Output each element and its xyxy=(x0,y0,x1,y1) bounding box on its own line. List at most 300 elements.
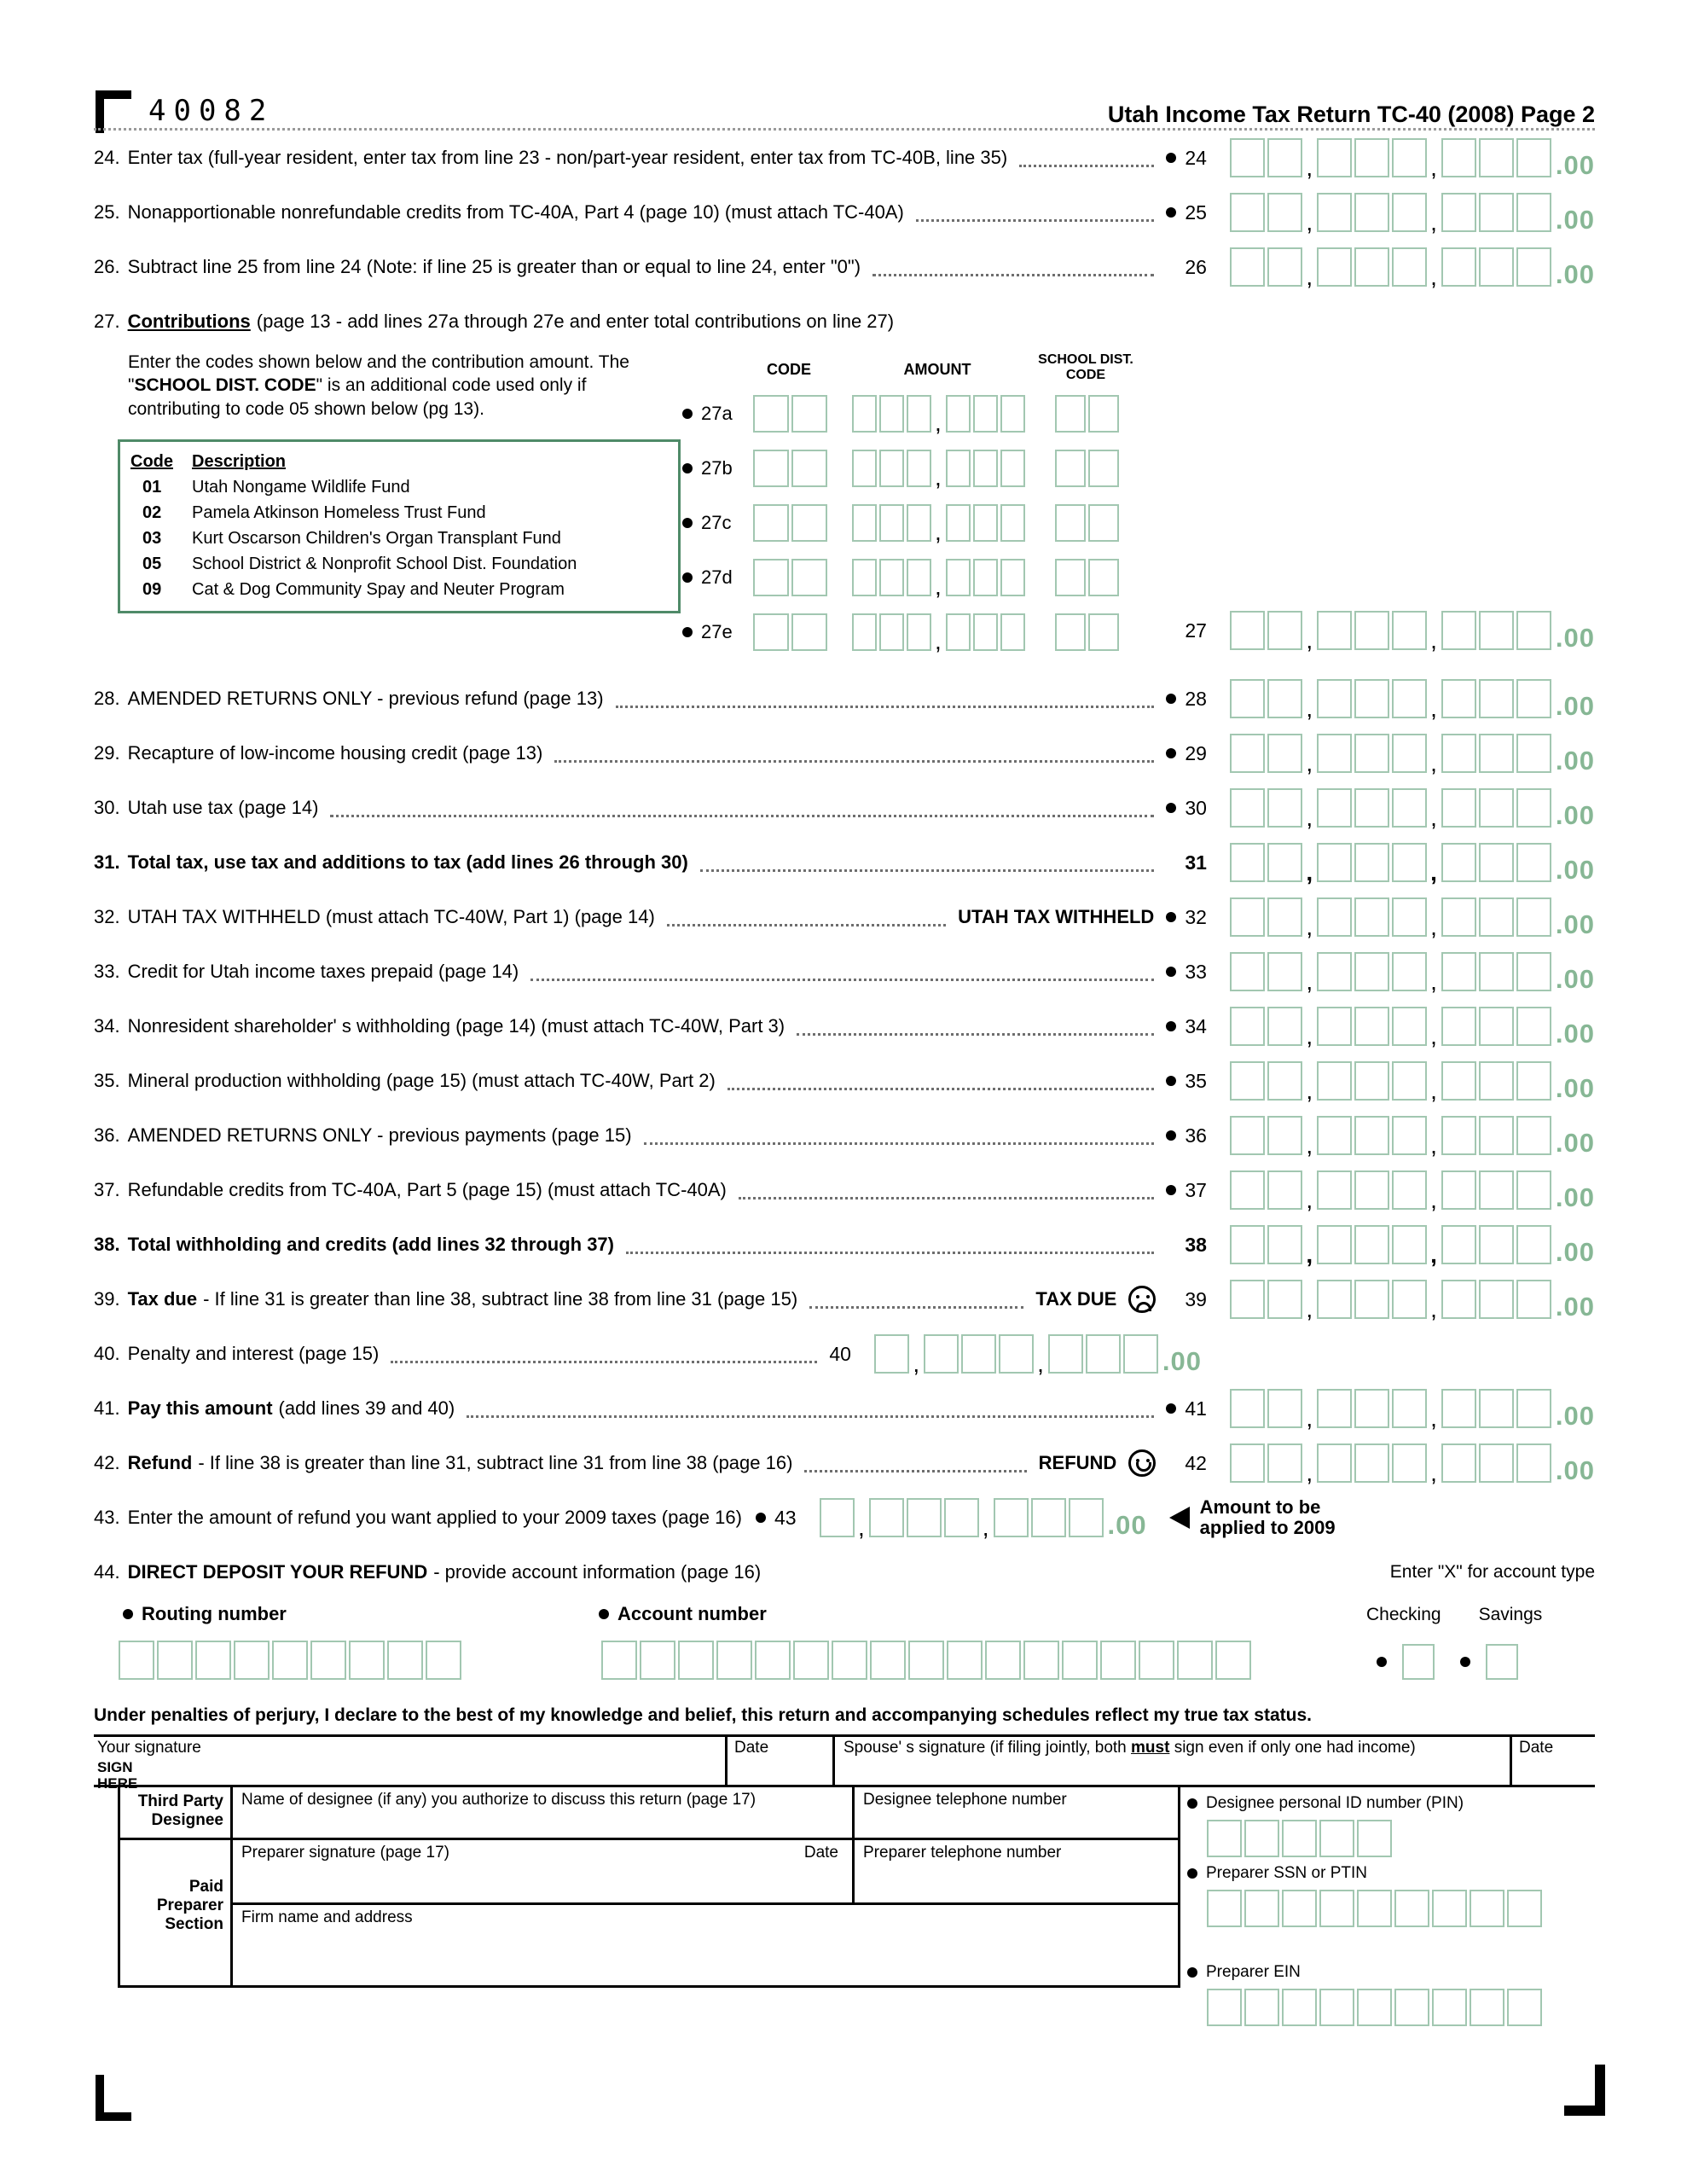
digit-box[interactable] xyxy=(907,450,931,487)
line-ref: 33 xyxy=(1185,960,1207,983)
digit-box[interactable] xyxy=(1123,1334,1158,1374)
digit-box[interactable] xyxy=(1230,734,1265,773)
digit-box[interactable] xyxy=(879,504,904,542)
digit-box[interactable] xyxy=(1230,193,1265,232)
digit-box[interactable] xyxy=(1354,734,1389,773)
digit-box[interactable] xyxy=(1267,897,1302,937)
digit-box[interactable] xyxy=(1317,679,1352,718)
digit-box[interactable] xyxy=(1357,1989,1392,2026)
digit-box[interactable] xyxy=(1055,395,1086,433)
digit-box[interactable] xyxy=(1516,611,1551,650)
digit-box[interactable] xyxy=(1215,1641,1251,1680)
digit-box[interactable] xyxy=(1267,247,1302,287)
digit-box[interactable] xyxy=(1317,1116,1352,1155)
digit-box[interactable] xyxy=(234,1641,270,1680)
digit-box[interactable] xyxy=(1441,1443,1476,1483)
digit-box[interactable] xyxy=(1392,1443,1427,1483)
digit-box[interactable] xyxy=(1354,1389,1389,1428)
digit-box[interactable] xyxy=(1088,395,1119,433)
digit-box[interactable] xyxy=(852,450,877,487)
digit-box[interactable] xyxy=(1479,247,1514,287)
digit-box[interactable] xyxy=(1441,138,1476,177)
line-label xyxy=(94,1070,716,1092)
digit-box[interactable] xyxy=(1139,1641,1174,1680)
digit-box[interactable] xyxy=(1516,1389,1551,1428)
digit-box[interactable] xyxy=(832,1641,867,1680)
digit-box[interactable] xyxy=(1230,1061,1265,1101)
digit-box[interactable] xyxy=(1507,1989,1542,2026)
digit-box[interactable] xyxy=(1267,611,1302,650)
digit-box[interactable] xyxy=(1354,247,1389,287)
digit-box[interactable] xyxy=(272,1641,308,1680)
digit-box[interactable] xyxy=(1516,1280,1551,1319)
digit-box[interactable] xyxy=(1392,1061,1427,1101)
digit-box[interactable] xyxy=(1479,138,1514,177)
digit-box[interactable] xyxy=(1392,138,1427,177)
digit-box[interactable] xyxy=(1479,1280,1514,1319)
digit-box[interactable] xyxy=(1267,1170,1302,1210)
digit-box[interactable] xyxy=(1230,843,1265,882)
comma-separator: , xyxy=(1037,1350,1044,1378)
digit-box[interactable] xyxy=(946,395,971,433)
preparer-signature-label: Preparer signature (page 17) xyxy=(241,1844,449,1862)
digit-box[interactable] xyxy=(1441,611,1476,650)
digit-box[interactable] xyxy=(753,559,789,596)
digit-box[interactable] xyxy=(1319,1890,1354,1927)
digit-box[interactable] xyxy=(753,613,789,651)
digit-box[interactable] xyxy=(1354,897,1389,937)
direct-deposit-section xyxy=(94,1600,1595,1695)
designee-name-field[interactable] xyxy=(233,1787,852,1838)
digit-box[interactable] xyxy=(791,559,827,596)
digit-box[interactable] xyxy=(1088,504,1119,542)
digit-box[interactable] xyxy=(1267,193,1302,232)
digit-box[interactable] xyxy=(946,450,971,487)
digit-box[interactable] xyxy=(1441,788,1476,828)
digit-box[interactable] xyxy=(157,1641,193,1680)
comma-separator: , xyxy=(1306,154,1313,182)
digit-box[interactable] xyxy=(1230,1443,1265,1483)
field-bullet xyxy=(682,463,693,473)
code-row xyxy=(130,474,668,500)
digit-box[interactable] xyxy=(1000,613,1025,651)
digit-box[interactable] xyxy=(1516,138,1551,177)
digit-box[interactable] xyxy=(1516,1170,1551,1210)
digit-box[interactable] xyxy=(1088,613,1119,651)
digit-box[interactable] xyxy=(1267,1389,1302,1428)
digit-box[interactable] xyxy=(1317,1443,1352,1483)
line-label-bold: Contributions xyxy=(127,311,251,332)
digit-box[interactable] xyxy=(1516,952,1551,991)
digit-box[interactable] xyxy=(1392,1170,1427,1210)
digit-box[interactable] xyxy=(387,1641,423,1680)
digit-box[interactable] xyxy=(1230,1225,1265,1264)
digit-box[interactable] xyxy=(1317,734,1352,773)
digit-box[interactable] xyxy=(1516,193,1551,232)
amount-field xyxy=(1227,1170,1595,1214)
digit-box[interactable] xyxy=(1479,1116,1514,1155)
digit-box[interactable] xyxy=(793,1641,829,1680)
digit-box[interactable] xyxy=(1230,1007,1265,1046)
digit-box[interactable] xyxy=(1394,1890,1429,1927)
digit-box[interactable] xyxy=(1479,897,1514,937)
digit-box[interactable] xyxy=(1319,1989,1354,2026)
digit-box[interactable] xyxy=(1441,679,1476,718)
digit-box[interactable] xyxy=(119,1641,154,1680)
digit-box[interactable] xyxy=(1392,193,1427,232)
digit-box[interactable] xyxy=(1267,843,1302,882)
digit-box[interactable] xyxy=(349,1641,385,1680)
digit-box[interactable] xyxy=(1354,611,1389,650)
digit-box[interactable] xyxy=(1479,734,1514,773)
digit-box[interactable] xyxy=(946,559,971,596)
digit-box[interactable] xyxy=(879,559,904,596)
digit-box[interactable] xyxy=(1354,1443,1389,1483)
digit-box[interactable] xyxy=(999,1334,1034,1374)
third-party-line2: Designee xyxy=(151,1810,223,1829)
digit-box[interactable] xyxy=(1441,1061,1476,1101)
digit-box[interactable] xyxy=(1267,1443,1302,1483)
digit-box[interactable] xyxy=(907,1498,942,1537)
cents-label: .00 xyxy=(1555,622,1595,653)
digit-box[interactable] xyxy=(1392,1280,1427,1319)
digit-box[interactable] xyxy=(1354,1280,1389,1319)
digit-box[interactable] xyxy=(994,1498,1029,1537)
digit-box[interactable] xyxy=(1357,1820,1392,1857)
digit-box[interactable] xyxy=(1516,1225,1551,1264)
digit-box[interactable] xyxy=(1479,193,1514,232)
digit-box[interactable] xyxy=(1230,138,1265,177)
digit-box[interactable] xyxy=(1267,1280,1302,1319)
cents-label: .00 xyxy=(1555,1182,1595,1212)
digit-box[interactable] xyxy=(1479,1225,1514,1264)
digit-box[interactable] xyxy=(753,450,789,487)
digit-box[interactable] xyxy=(1392,679,1427,718)
line-label-bold: DIRECT DEPOSIT YOUR REFUND xyxy=(127,1561,428,1583)
digit-box[interactable] xyxy=(1516,1061,1551,1101)
digit-box[interactable] xyxy=(1282,1890,1317,1927)
spouse-date-field[interactable] xyxy=(1510,1737,1595,1785)
digit-box[interactable] xyxy=(1086,1334,1121,1374)
digit-box[interactable] xyxy=(1000,504,1025,542)
digit-box[interactable] xyxy=(678,1641,714,1680)
digit-box[interactable] xyxy=(791,613,827,651)
digit-box[interactable] xyxy=(1516,734,1551,773)
digit-box[interactable] xyxy=(1317,1170,1352,1210)
field-bullet xyxy=(123,1609,133,1619)
digit-box[interactable] xyxy=(1479,843,1514,882)
digit-box[interactable] xyxy=(1479,952,1514,991)
digit-box[interactable] xyxy=(1088,559,1119,596)
digit-box[interactable] xyxy=(879,395,904,433)
digit-box[interactable] xyxy=(1392,1116,1427,1155)
digit-box[interactable] xyxy=(1317,138,1352,177)
digit-box[interactable] xyxy=(1516,247,1551,287)
digit-box[interactable] xyxy=(1317,1007,1352,1046)
digit-box[interactable] xyxy=(1230,897,1265,937)
digit-box[interactable] xyxy=(1392,897,1427,937)
digit-box[interactable] xyxy=(1317,1061,1352,1101)
digit-box[interactable] xyxy=(310,1641,346,1680)
digit-box[interactable] xyxy=(947,1641,983,1680)
digit-box[interactable] xyxy=(1479,611,1514,650)
line-number: 26. xyxy=(94,256,120,277)
digit-box[interactable] xyxy=(1479,1007,1514,1046)
digit-box[interactable] xyxy=(1230,1280,1265,1319)
digit-box[interactable] xyxy=(1031,1498,1066,1537)
digit-box[interactable] xyxy=(1100,1641,1136,1680)
digit-box[interactable] xyxy=(1282,1820,1317,1857)
signature-date-field[interactable] xyxy=(725,1737,832,1785)
digit-box[interactable] xyxy=(985,1641,1021,1680)
line-number: 28. xyxy=(94,688,120,709)
digit-box[interactable] xyxy=(1354,952,1389,991)
digit-box[interactable] xyxy=(946,613,971,651)
designee-phone-field[interactable] xyxy=(852,1787,1178,1838)
digit-box[interactable] xyxy=(907,559,931,596)
digit-box[interactable] xyxy=(820,1498,855,1537)
digit-box[interactable] xyxy=(1470,1989,1504,2026)
digit-box[interactable] xyxy=(879,613,904,651)
digit-box[interactable] xyxy=(1267,138,1302,177)
digit-box[interactable] xyxy=(1317,1280,1352,1319)
digit-box[interactable] xyxy=(1244,1890,1279,1927)
digit-box[interactable] xyxy=(1207,1989,1242,2026)
digit-box[interactable] xyxy=(1230,247,1265,287)
digit-box[interactable] xyxy=(852,559,877,596)
digit-box[interactable] xyxy=(1432,1989,1467,2026)
digit-box[interactable] xyxy=(1516,1443,1551,1483)
digit-box[interactable] xyxy=(640,1641,675,1680)
digit-box[interactable] xyxy=(1516,679,1551,718)
digit-box[interactable] xyxy=(1230,611,1265,650)
digit-box[interactable] xyxy=(1319,1820,1354,1857)
digit-box[interactable] xyxy=(1244,1820,1279,1857)
digit-box[interactable] xyxy=(973,395,998,433)
digit-box[interactable] xyxy=(1317,897,1352,937)
digit-box[interactable] xyxy=(1441,1389,1476,1428)
digit-box[interactable] xyxy=(1267,952,1302,991)
digit-box[interactable] xyxy=(874,1334,909,1374)
digit-box[interactable] xyxy=(791,504,827,542)
digit-box[interactable] xyxy=(1317,193,1352,232)
digit-box[interactable] xyxy=(1267,734,1302,773)
digit-box[interactable] xyxy=(1282,1989,1317,2026)
code-row xyxy=(130,500,668,526)
digit-box[interactable] xyxy=(1000,395,1025,433)
digit-box[interactable] xyxy=(1354,193,1389,232)
digit-box[interactable] xyxy=(869,1498,904,1537)
digit-box[interactable] xyxy=(1354,1170,1389,1210)
digit-box[interactable] xyxy=(1055,450,1086,487)
digit-box[interactable] xyxy=(1432,1890,1467,1927)
digit-box[interactable] xyxy=(907,504,931,542)
digit-box[interactable] xyxy=(907,395,931,433)
digit-box[interactable] xyxy=(907,613,931,651)
digit-box[interactable] xyxy=(1000,450,1025,487)
digit-box[interactable] xyxy=(1441,193,1476,232)
digit-box[interactable] xyxy=(1392,1389,1427,1428)
digit-box[interactable] xyxy=(1267,1116,1302,1155)
digit-box[interactable] xyxy=(1516,1007,1551,1046)
digit-box[interactable] xyxy=(1354,679,1389,718)
digit-box[interactable] xyxy=(1357,1890,1392,1927)
digit-box[interactable] xyxy=(1048,1334,1083,1374)
digit-box[interactable] xyxy=(1207,1820,1242,1857)
digit-box[interactable] xyxy=(1470,1890,1504,1927)
digit-box[interactable] xyxy=(1055,504,1086,542)
digit-box[interactable] xyxy=(1441,247,1476,287)
cents-label: .00 xyxy=(1555,690,1595,721)
digit-box[interactable] xyxy=(1441,1116,1476,1155)
digit-box[interactable] xyxy=(1000,559,1025,596)
digit-box[interactable] xyxy=(961,1334,996,1374)
digit-box[interactable] xyxy=(1441,1225,1476,1264)
digit-box[interactable] xyxy=(791,450,827,487)
digit-box[interactable] xyxy=(1230,788,1265,828)
digit-box[interactable] xyxy=(1230,952,1265,991)
digit-box[interactable] xyxy=(1354,1225,1389,1264)
digit-box[interactable] xyxy=(1177,1641,1213,1680)
sad-face-icon xyxy=(1128,1286,1156,1313)
digit-box[interactable] xyxy=(1479,788,1514,828)
firm-name-field[interactable] xyxy=(233,1905,1178,1985)
codes-table-header xyxy=(130,449,668,474)
digit-box[interactable] xyxy=(1317,247,1352,287)
digit-box[interactable] xyxy=(1441,843,1476,882)
contributions-section xyxy=(94,349,1595,671)
digit-box[interactable] xyxy=(1267,1225,1302,1264)
digit-box[interactable] xyxy=(755,1641,791,1680)
digit-box[interactable] xyxy=(426,1641,461,1680)
digit-box[interactable] xyxy=(1441,734,1476,773)
digit-box[interactable] xyxy=(879,450,904,487)
digit-box[interactable] xyxy=(753,395,789,433)
digit-box[interactable] xyxy=(1267,679,1302,718)
digit-box[interactable] xyxy=(1267,788,1302,828)
digit-box[interactable] xyxy=(1055,559,1086,596)
digit-box[interactable] xyxy=(1069,1498,1104,1537)
digit-box[interactable] xyxy=(973,504,998,542)
digit-box[interactable] xyxy=(716,1641,752,1680)
digit-box[interactable] xyxy=(1392,788,1427,828)
digit-box[interactable] xyxy=(1354,1007,1389,1046)
line-label xyxy=(94,797,318,819)
digit-box[interactable] xyxy=(1267,1061,1302,1101)
digit-box[interactable] xyxy=(195,1641,231,1680)
digit-box[interactable] xyxy=(1441,897,1476,937)
digit-box[interactable] xyxy=(1392,843,1427,882)
digit-box[interactable] xyxy=(973,450,998,487)
digit-box[interactable] xyxy=(1023,1641,1059,1680)
digit-box[interactable] xyxy=(1516,897,1551,937)
digit-box[interactable] xyxy=(791,395,827,433)
digit-box[interactable] xyxy=(1317,611,1352,650)
digit-box[interactable] xyxy=(753,504,789,542)
digit-box[interactable] xyxy=(1479,679,1514,718)
digit-box[interactable] xyxy=(1354,788,1389,828)
digit-box[interactable] xyxy=(1516,788,1551,828)
digit-box[interactable] xyxy=(1479,1061,1514,1101)
spouse-label-post: sign even if only one had income) xyxy=(1169,1739,1416,1757)
digit-box[interactable] xyxy=(852,504,877,542)
savings-checkbox[interactable] xyxy=(1486,1644,1518,1680)
digit-box[interactable] xyxy=(1354,138,1389,177)
digit-box[interactable] xyxy=(1441,1280,1476,1319)
digit-box[interactable] xyxy=(1317,843,1352,882)
digit-box[interactable] xyxy=(1230,1389,1265,1428)
your-signature-field[interactable] xyxy=(94,1737,725,1792)
digit-box[interactable] xyxy=(1507,1890,1542,1927)
digit-box[interactable] xyxy=(1088,450,1119,487)
digit-box[interactable] xyxy=(1207,1890,1242,1927)
digit-box[interactable] xyxy=(1354,843,1389,882)
spouse-signature-field[interactable] xyxy=(832,1737,1510,1785)
digit-box[interactable] xyxy=(1354,1116,1389,1155)
digit-box[interactable] xyxy=(1230,679,1265,718)
digit-box[interactable] xyxy=(852,613,877,651)
preparer-signature-field[interactable] xyxy=(233,1840,852,1902)
digit-box[interactable] xyxy=(1317,1389,1352,1428)
line-ref: 27 xyxy=(1185,619,1207,642)
preparer-phone-field[interactable] xyxy=(852,1840,1178,1902)
comma-separator: , xyxy=(1430,1296,1437,1323)
field-bullet xyxy=(756,1513,766,1523)
digit-box[interactable] xyxy=(1441,1007,1476,1046)
digit-box[interactable] xyxy=(1392,1225,1427,1264)
digit-box[interactable] xyxy=(1062,1641,1098,1680)
digit-box[interactable] xyxy=(973,613,998,651)
digit-box[interactable] xyxy=(924,1334,959,1374)
checking-checkbox[interactable] xyxy=(1402,1644,1435,1680)
line-label-text: Total withholding and credits (add lines 32 through 37) xyxy=(127,1234,614,1255)
digit-box[interactable] xyxy=(1392,611,1427,650)
digit-box[interactable] xyxy=(973,559,998,596)
digit-box[interactable] xyxy=(1516,843,1551,882)
digit-box[interactable] xyxy=(1394,1989,1429,2026)
contribution-row-27c xyxy=(682,496,1119,550)
digit-box[interactable] xyxy=(1479,1170,1514,1210)
comma-separator: , xyxy=(1306,1023,1313,1050)
digit-box[interactable] xyxy=(1317,952,1352,991)
digit-box[interactable] xyxy=(852,395,877,433)
digit-box[interactable] xyxy=(1441,1170,1476,1210)
digit-box[interactable] xyxy=(946,504,971,542)
digit-box[interactable] xyxy=(908,1641,944,1680)
digit-box[interactable] xyxy=(1354,1061,1389,1101)
digit-box[interactable] xyxy=(1392,734,1427,773)
digit-box[interactable] xyxy=(1392,952,1427,991)
digit-box[interactable] xyxy=(601,1641,637,1680)
digit-box[interactable] xyxy=(1230,1116,1265,1155)
digit-box[interactable] xyxy=(1441,952,1476,991)
digit-box[interactable] xyxy=(944,1498,979,1537)
digit-box[interactable] xyxy=(1244,1989,1279,2026)
digit-box[interactable] xyxy=(870,1641,906,1680)
digit-box[interactable] xyxy=(1267,1007,1302,1046)
digit-box[interactable] xyxy=(1479,1443,1514,1483)
digit-box[interactable] xyxy=(1392,247,1427,287)
comma-separator: , xyxy=(913,1350,920,1378)
digit-box[interactable] xyxy=(1055,613,1086,651)
digit-box[interactable] xyxy=(1230,1170,1265,1210)
digit-box[interactable] xyxy=(1317,788,1352,828)
digit-box[interactable] xyxy=(1317,1225,1352,1264)
digit-box[interactable] xyxy=(1392,1007,1427,1046)
line-number: 34. xyxy=(94,1015,120,1037)
digit-box[interactable] xyxy=(1479,1389,1514,1428)
digit-box[interactable] xyxy=(1516,1116,1551,1155)
